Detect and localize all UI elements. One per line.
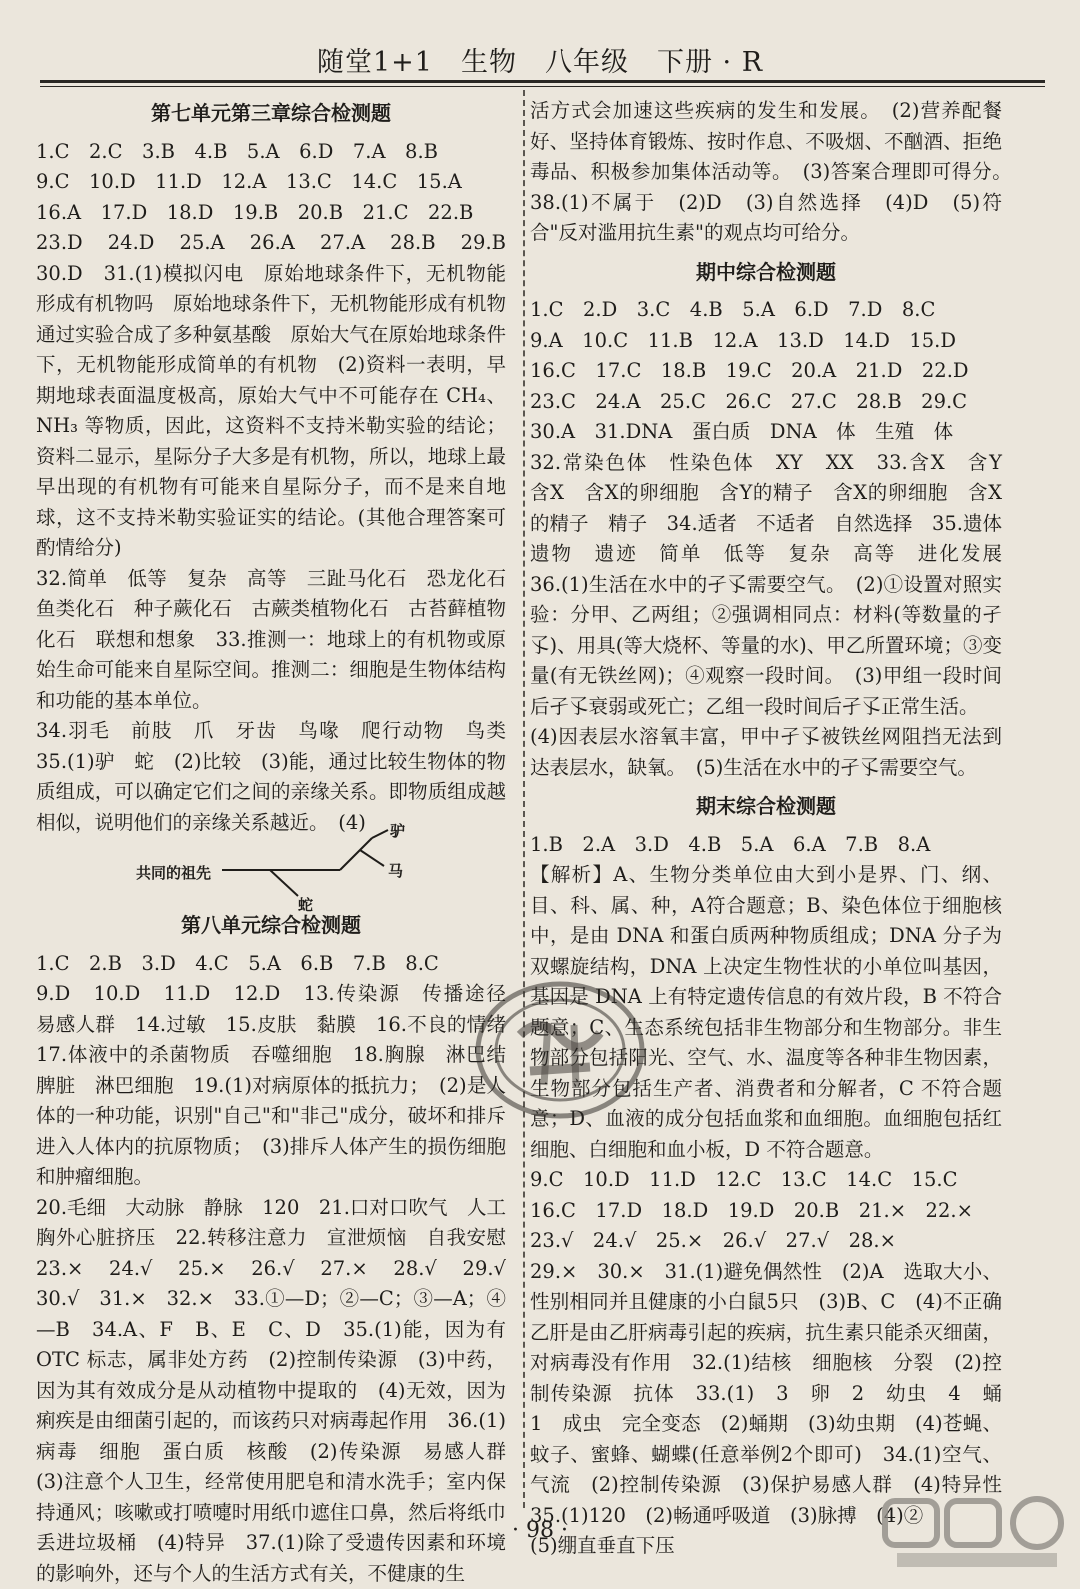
page-header: 随堂1+1 生物 八年级 下册 · R [0, 40, 1080, 79]
circular-stamp-watermark [470, 975, 650, 1125]
answers-final: 1.B 2.A 3.D 4.B 5.A 6.A 7.B 8.A 【解析】A、生物分类单位由大到小是界、门、纲、目、科、属、种，A符合题意；B、染色体位于细胞核中，是由 DNA 和蛋白质两种物质组成；DNA 分子为双螺旋结构，DNA 上决定生物性状的小单位叫基因，基因是 DNA 上有特定遗传信息的有效片段，B 不符合题意；C、生态系统包括非生物部分和生物部分。非生物部分包括阳光、空气、水、温度等各种非生物因素，生物部分包括生产者、消费者和分解者，C 不符合题意；D、血液的成分包括血浆和血细胞。血细胞包括红细胞、白细胞和血小板，D 不符合题意。 9.C 10.D 11.D 12.C 13.C 14.C 15.C 16.C 17.D 18.D 19.D 20.B 21.× 22.× 23.√ 24.√ 25.× 26.√ 27.√ 28.× 29.× 30.× 31.(1)避免偶然性 (2)A 选取大小、性别相同并且健康的小白鼠5只 (3)B、C (4)不正确 乙肝是由乙肝病毒引起的疾病，抗生素只能杀灭细菌，对病毒没有作用 32.(1)结核 细胞核 分裂 (2)控制传染源 抗体 33.(1) 3 卵 2 幼虫 4 蛹 1 成虫 完全变态 (2)蛹期 (3)幼虫期 (4)苍蝇、蚊子、蜜蜂、蝴蝶(任意举例2个即可) 34.(1)空气、气流 (2)控制传染源 (3)保护易感人群 (4)特异性 35.(1)120 (2)畅通呼吸道 (3)脉搏 (4)② (5)绷直垂直下压 [530, 830, 1002, 1562]
answers-unit7-ch3: 1.C 2.C 3.B 4.B 5.A 6.D 7.A 8.B 9.C 10.D 11.D 12.A 13.C 14.C 15.A 16.A 17.D 18.D 19.B 20.B 21.C 22.B 23.D 24.D 25.A 26.A 27.A 28.B 29.B 30.D 31.(1)模拟闪电 原始地球条件下，无机物能形成有机物吗 原始地球条件下，无机物能形成有机物 通过实验合成了多种氨基酸 原始大气在原始地球条件下，无机物能形成简单的有机物 (2)资料一表明，早期地球表面温度极高，原始大气中不可能存在 CH₄、NH₃ 等物质，因此，这资料不支持米勒实验的结论；资料二显示，星际分子大多是有机物，所以，地球上最早出现的有机物有可能来自星际分子，而不是来自地球，这不支持米勒实验证实的结论。(其他合理答案可酌情给分) 32.简单 低等 复杂 高等 三趾马化石 恐龙化石 鱼类化石 种子蕨化石 古蕨类植物化石 古苔藓植物化石 联想和想象 33.推测一：地球上的有机物或原始生命可能来自星际空间。推测二：细胞是生物体结构和功能的基本单位。 34.羽毛 前肢 爪 牙齿 鸟喙 爬行动物 鸟类 35.(1)驴 蛇 (2)比较 (3)能，通过比较生物体的物质组成，可以确定它们之间的亲缘关系。即物质组成越相似，说明他们的亲缘关系越近。 (4) [36, 137, 506, 839]
site-logo-watermark [875, 1495, 1075, 1575]
header-rule-thin [40, 86, 1045, 87]
left-column [36, 96, 506, 1589]
section-title-midterm: 期中综合检测题 [530, 257, 1002, 288]
answers-unit8-continued: 活方式会加速这些疾病的发生和发展。 (2)营养配餐好、坚持体育锻炼、按时作息、不吸烟、不酗酒、拒绝毒品、积极参加集体活动等。 (3)答案合理即可得分。 38.(1)不属于 (2)D (3)自然选择 (4)D (5)符合"反对滥用抗生素"的观点均可给分。 [530, 96, 1002, 249]
answers-midterm: 1.C 2.D 3.C 4.B 5.A 6.D 7.D 8.C 9.A 10.C 11.B 12.A 13.D 14.D 15.D 16.C 17.C 18.B 19.C 20.A 21.D 22.D 23.C 24.A 25.C 26.C 27.C 28.B 29.C 30.A 31.DNA 蛋白质 DNA 体 生殖 体 32.常染色体 性染色体 XY XX 33.含X 含Y 含X 含X的卵细胞 含Y的精子 含X的卵细胞 含X的精子 精子 34.适者 不适者 自然选择 35.遗体 遗物 遗迹 简单 低等 复杂 高等 进化发展 36.(1)生活在水中的孑孓需要空气。 (2)①设置对照实验：分甲、乙两组；②强调相同点：材料(等数量的孑孓)、用具(等大烧杯、等量的水)、甲乙所置环境；③变量(有无铁丝网)；④观察一段时间。 (3)甲组一段时间后孑孓衰弱或死亡；乙组一段时间后孑孓正常生活。 (4)因表层水溶氧丰富，甲中孑孓被铁丝网阻挡无法到达表层水，缺氧。 (5)生活在水中的孑孓需要空气。 [530, 295, 1002, 783]
tree-lines [36, 818, 506, 908]
section-title-final: 期末综合检测题 [530, 791, 1002, 822]
tree-leaf-horse: 马 [388, 856, 403, 887]
tree-leaf-donkey: 驴 [390, 816, 405, 847]
evolution-tree-diagram [36, 818, 506, 908]
tree-root-label: 共同的祖先 [136, 858, 211, 889]
section-title-unit8: 第八单元综合检测题 [36, 910, 506, 941]
answers-unit8: 1.C 2.B 3.D 4.C 5.A 6.B 7.B 8.C 9.D 10.D 11.D 12.D 13.传染源 传播途径 易感人群 14.过敏 15.皮肤 黏膜 16.不良的情绪 17.体液中的杀菌物质 吞噬细胞 18.胸腺 淋巴结 脾脏 淋巴细胞 19.(1)对病原体的抵抗力； (2)是人体的一种功能，识别"自己"和"非己"成分，破坏和排斥进入人体内的抗原物质； (3)排斥人体产生的损伤细胞和肿瘤细胞。 20.毛细 大动脉 静脉 120 21.口对口吹气 人工胸外心脏挤压 22.转移注意力 宣泄烦恼 自我安慰 23.× 24.√ 25.× 26.√ 27.× 28.√ 29.√ 30.√ 31.× 32.× 33.①—D；②—C；③—A；④—B 34.A、F B、E C、D 35.(1)能，因为有 OTC 标志，属非处方药 (2)控制传染源 (3)中药，因为其有效成分是从动植物中提取的 (4)无效，因为痢疾是由细菌引起的，而该药只对病毒起作用 36.(1)病毒 细胞 蛋白质 核酸 (2)传染源 易感人群 (3)注意个人卫生，经常使用肥皂和清水洗手；室内保持通风；咳嗽或打喷嚏时用纸巾遮住口鼻，然后将纸巾丢进垃圾桶 (4)特异 37.(1)除了受遗传因素和环境的影响外，还与个人的生活方式有关，不健康的生 [36, 949, 506, 1589]
tree-leaf-snake: 蛇 [298, 890, 313, 921]
section-title-unit7-ch3: 第七单元第三章综合检测题 [36, 98, 506, 129]
page-number: · 98 · [0, 1518, 1080, 1543]
header-rule-thick [40, 80, 1045, 83]
right-column [530, 96, 1002, 1562]
